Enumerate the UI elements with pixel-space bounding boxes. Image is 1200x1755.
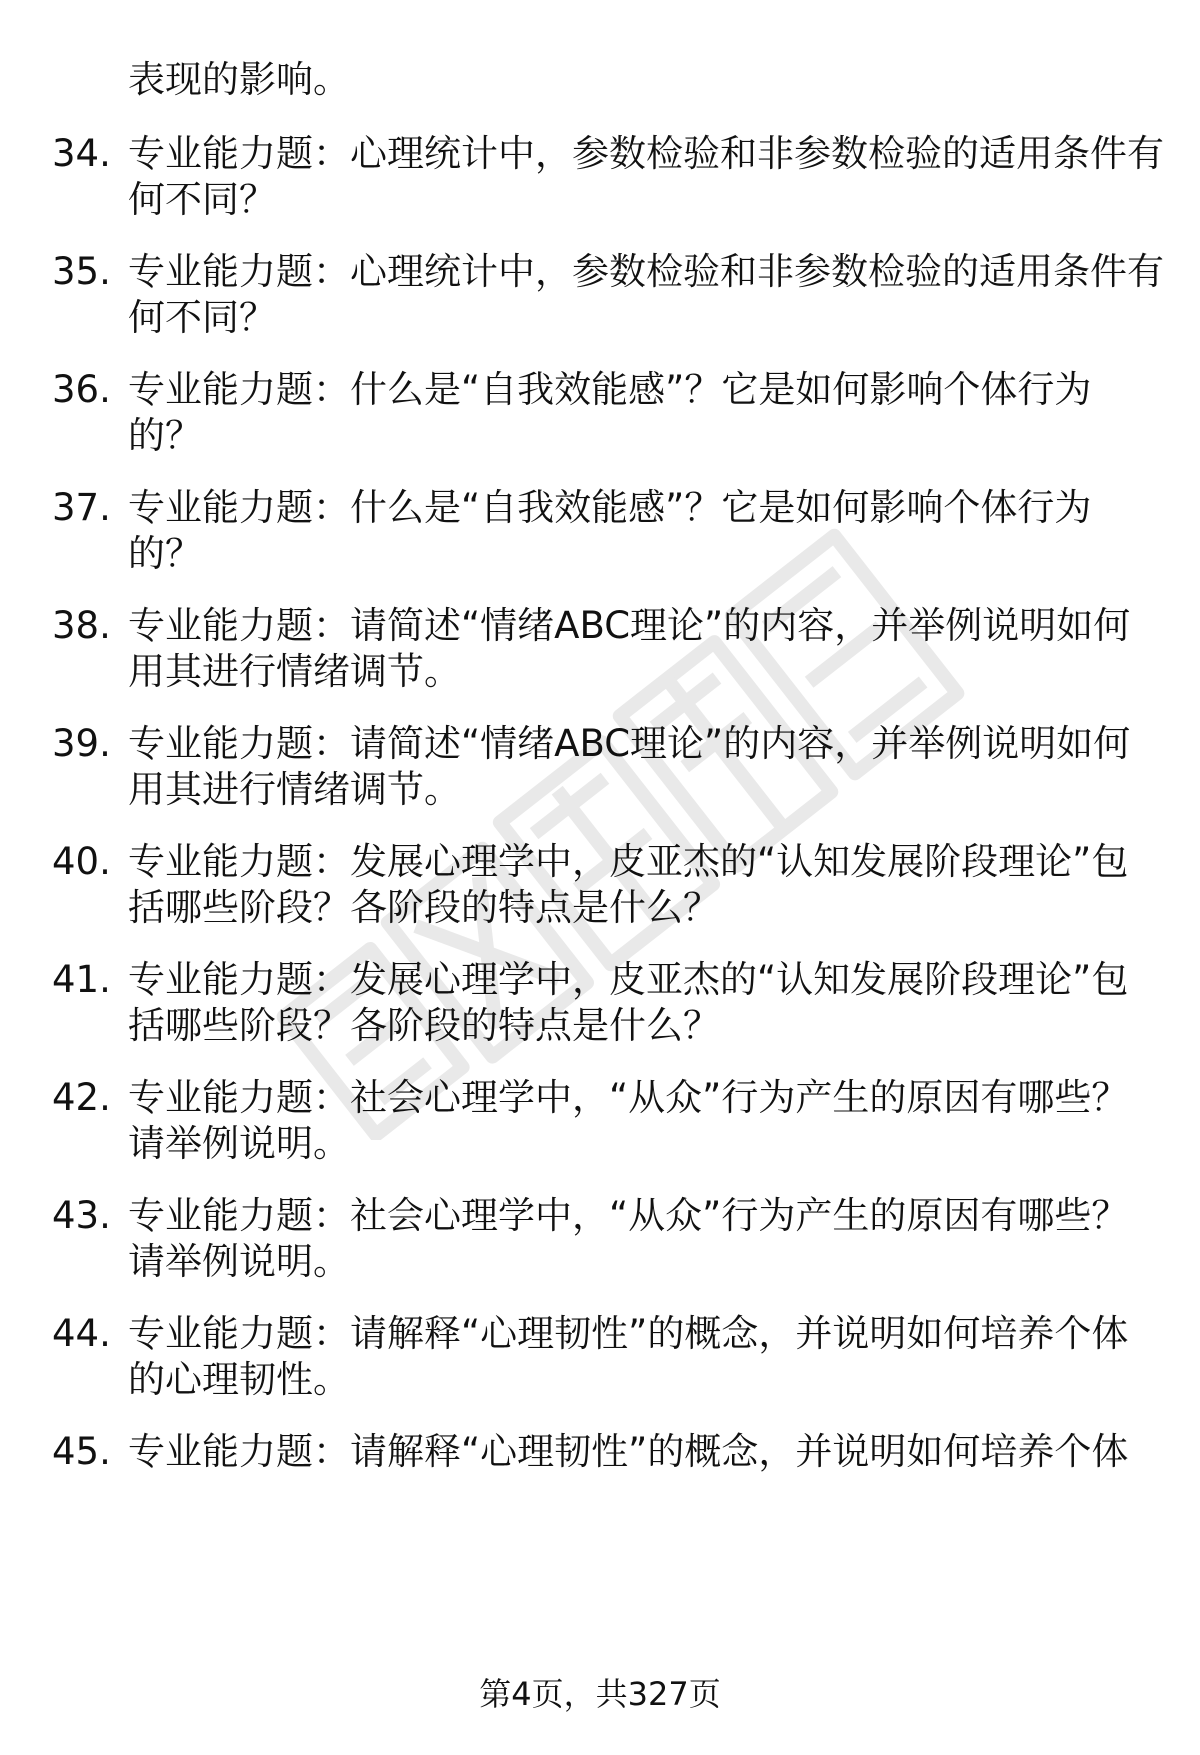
item-text-line2: 何不同？ (128, 178, 276, 221)
item-text-line2: 的？ (128, 532, 202, 575)
item-text-line1: 专业能力题：心理统计中，参数检验和非参数检验的适用条件有 (128, 250, 1164, 293)
item-number: 36. (52, 368, 111, 411)
item-number: 42. (52, 1076, 111, 1119)
item-text-line2: 用其进行情绪调节。 (128, 650, 461, 693)
item-text-line1: 专业能力题：什么是“自我效能感”？它是如何影响个体行为 (128, 486, 1092, 529)
item-text-line1: 专业能力题：发展心理学中，皮亚杰的“认知发展阶段理论”包 (128, 840, 1129, 883)
item-text-line1: 专业能力题：社会心理学中，“从众”行为产生的原因有哪些？ (128, 1194, 1129, 1237)
item-text-line2: 请举例说明。 (128, 1240, 350, 1283)
item-text-line1: 专业能力题：社会心理学中，“从众”行为产生的原因有哪些？ (128, 1076, 1129, 1119)
item-number: 37. (52, 486, 111, 529)
item-text-line2: 用其进行情绪调节。 (128, 768, 461, 811)
item-number: 41. (52, 958, 111, 1001)
item-text-line1: 专业能力题：发展心理学中，皮亚杰的“认知发展阶段理论”包 (128, 958, 1129, 1001)
page-footer: 第4页，共327页 (479, 1675, 721, 1713)
item-number: 45. (52, 1430, 111, 1473)
item-text-line2: 的？ (128, 414, 202, 457)
item-number: 40. (52, 840, 111, 883)
item-text-line1: 专业能力题：请解释“心理韧性”的概念，并说明如何培养个体 (128, 1312, 1129, 1355)
item-text-line1: 专业能力题：请简述“情绪ABC理论”的内容，并举例说明如何 (128, 604, 1131, 647)
item-number: 34. (52, 132, 111, 175)
item-text-line2: 的心理韧性。 (128, 1358, 350, 1401)
item-number: 35. (52, 250, 111, 293)
item-text-line1: 专业能力题：请简述“情绪ABC理论”的内容，并举例说明如何 (128, 722, 1131, 765)
item-number: 44. (52, 1312, 111, 1355)
item-number: 43. (52, 1194, 111, 1237)
item-text-line1: 专业能力题：请解释“心理韧性”的概念，并说明如何培养个体 (128, 1430, 1129, 1473)
item-text-line2: 括哪些阶段？各阶段的特点是什么？ (128, 1004, 720, 1047)
item-text-line2: 何不同？ (128, 296, 276, 339)
item-number: 38. (52, 604, 111, 647)
item-number: 39. (52, 722, 111, 765)
item-text-line2: 请举例说明。 (128, 1122, 350, 1165)
item-text-line1: 专业能力题：心理统计中，参数检验和非参数检验的适用条件有 (128, 132, 1164, 175)
continuation-text: 表现的影响。 (128, 58, 350, 101)
item-text-line2: 括哪些阶段？各阶段的特点是什么？ (128, 886, 720, 929)
item-text-line1: 专业能力题：什么是“自我效能感”？它是如何影响个体行为 (128, 368, 1092, 411)
